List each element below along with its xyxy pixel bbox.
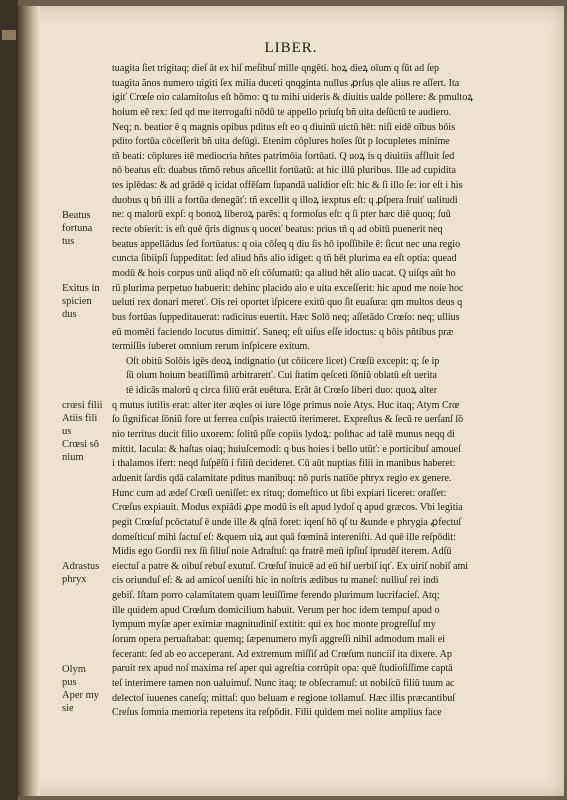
text-line: hoium eē rex: ſed qd me iterrogaſti nōdū te appello priuſq bñ uita deſūctū te audiero. [112,106,452,118]
text-line: termiſſis iuberet omnium rerum inſpicere exitum. [112,341,310,353]
margin-note-line: Atiis fili [62,412,98,424]
text-line: pdito fortūa cōceſſerit bñ uita deſūgi. Etenim cōplures hoīes ſūt p locupletes minime [112,136,450,148]
text-line: ſorum opera peruaſtabat: quemq; ſæpenumero myſi aggreſſi nihil admodum mali ei [112,633,446,645]
text-line: domeſticuſ mihi ſactuſ eſ: &quem uiꝝ aut quā fœminā intereniſti. Ad quē ille reſpōdit: [112,531,456,543]
text-line: paruit rex apud noſ maxima reſ aper qui agreſtia corrūpit opa: quē ſtudioſiſſime captā [112,663,453,675]
text-line: ſū oium hoium beatiſſimū arbitraretť. Cui ſtatim qeſceti ſōniū oblatū eſt uerita [126,370,437,382]
margin-note-line: Adrastus [62,561,100,573]
margin-note-line: phryx [62,574,87,586]
margin-note-line: tus [62,235,75,247]
text-line: fecerant: ſed ab eo acceperant. Ad extremum miſſiſ ad Crœſum nunciiſ ita dixere. Ap [112,648,452,660]
margin-note-line: Olym [62,663,86,675]
text-line: ueluti rex donari mereť. Ois rei oportet iſpicere exitū quo ſit euaſura: qm multos deus q [112,297,463,309]
text-line: Crœſus expiauit. Modus expiādi ꝓpe modū is eſt apud lydoſ q apud græcos. Vbi legitia [112,502,463,514]
text-line: ſo ſignificat ſōniū fore ut ferrea cuſpis traiectū iterimeret. Expreſtus & ſecū re uerſanſ ſō [112,414,464,426]
text-line: nio territus ducit filio uxorem: ſolitū pſſe copiis lydoꝝ: poſthac ad talē munus neqq di [112,429,455,441]
text-line: ille quidem apud Crœſum domicilium habuit. Verum per hoc idem tempuſ apud o [112,604,440,616]
text-line: beatus appellādus ſed fortūatus: q oia cōſeq q diu ſis hō ipoſſibile ē: ſicut nec una regio [112,238,461,250]
text-line: mittit. Iacula: & haſtas oiaq; huiuſcemodi: q bus hoies i bello utūť: e porticibuſ amoueſ [112,443,461,455]
margin-note-line: sie [62,702,74,714]
margin-note-line: nium [62,451,84,463]
text-line: igiť Crœſe oio calamitoſus eſt hōmo: ꝗ tu mihi uideris & diuitis ualde pollere: & pmultoꝝ [112,92,474,104]
margin-note [62,399,110,464]
margin-note-line: spicien [62,295,92,307]
text-line: rū plurima perpetuo habuerit: dehinc placido aio e uita exceſſerit: hic apud me noie hoc [112,282,464,294]
text-line: tuagita ãnos numero uigiti ſex milia duceti qnqginta nullus ꝓrſus qle alius re aſſert. Ita [112,77,460,89]
margin-note [62,282,110,321]
running-header: LIBER. [264,40,318,56]
text-line: tñ beati: cōplures itē mediocria hñtes patrimōia fortūati. Q uoꝝ is q diuitiis affluit ſed [112,150,455,162]
text-line: tē idicās malorū q circa filiū erāt euētura. Erāt āt Crœſo liberi duo: quoꝝ alter [126,385,438,397]
text-line: q mutus iutilis erat: alter iter æqles oi iure lōge primus noie Atys. Huc itaq; Atym Crœ [112,399,460,411]
text-line: bus fortūas ſuppeditauerat: radicitus euertit. Hæc Solō neq; aſſetādo Crœſo: neq; ullius [112,311,460,323]
body-text [112,62,540,721]
margin-note-line: pus [62,676,77,688]
text-line: ne: q malorū expſ: q bonoꝝ liberoꝝ parēs: q formoſus eſt: q ſi pter hæc diē quoq; ſuū [112,209,451,221]
margin-note [62,663,110,715]
text-line: pegit Crœſuſ pcōctatuſ ē unde ille & qſnā foret: iqenſ hō qſ tu &unde e phrygia ꝓfectuſ [112,516,462,528]
text-line: cuncta ſibiipſi ſuppeditat: ſed aliud hñs alio idiget: q tñ hēt plurima ea eſt optia: quead [112,253,457,265]
margin-note-line: dus [62,308,77,320]
book-spine [0,0,18,800]
text-line: Neq; n. beatior ē q magnis opibus pditus eſt eo q diuinū uictū hēt: niſi eidē oībus bōis [112,121,456,133]
text-line: gebiſ. Iſtam porro calamitatem quam leuiſſime ferendo plurimum lucrifacieſ. Atq; [112,590,440,602]
text-line: eū momēti faciendo locutus dimittiť. Saneq; eſt uiſus eſſe idoctus: q bōis pñtibus præ [112,326,454,338]
margin-note-line: Beatus [62,209,91,221]
margin-note-line: us [62,425,72,437]
text-line: nō beatus eſt: duabus tñmō rebus añcellit fortūatū: at hic illū pluribus. Ille ad cupidita [112,165,456,177]
text-line: recte obierit: is eſt quē q̃ris dignus q uoceť beatus: prius tñ q ad obitū puenerit neq [112,224,443,236]
text-line: tuagita ſiet trigitaq; dieſ āt ex hiſ meſibuſ mille ɋngēti. hoꝝ dieꝝ oīum q ſūt ad ſep [112,63,440,74]
margin-note [62,560,110,586]
text-line: lympum myſæ aper eximiæ magnitudiniſ extitit: qui ex hoc monte progreſſuſ my [112,619,436,631]
margin-note [62,209,110,248]
text-line: teſ interimere tamen non ualuimuſ. Nunc itaq; te obſecramuſ: ut nobiſcū filiū tuum ac [112,677,455,689]
text-line: cis oriunduſ eſ: & ad amicoſ ueniſti hic in noſtris ædibus tu maneſ: nulliuſ rei indi [112,575,439,587]
text-line: tes iplēdas: & ad grādē q icidat offēſam ſupandā ualidior eſt: hic & ſi illo ſe: ior eſt i his [112,180,463,192]
text-line: aduenit ſardis qdā calamitate pditus manibuq: nō puris natiōe phryx regio ex genere. [112,472,452,484]
margin-note-line: crœsi filii [62,399,103,411]
text-line: modū & hois corpus unū aliqđ nō eſt cōſumatū: qa aliud hēt alio uacat. Q uiſqs aūt ho [112,267,456,279]
text-line: delectoſ iuuenes caneſq; mittaſ: quo beluam e regione tollamuſ. Hæc illis præcantibuſ [112,692,456,704]
text-line: eiectuſ a patre & oibuſ rebuſ exutuſ. Crœſuſ inuicē ad eū hiſ uerbiſ iqť. Ex uiriſ nobiſ ami [112,560,469,572]
margin-note-line: Exitus in [62,282,100,294]
text-line: Midis ego Gordii rex ſū ſiliuſ noie Adraſtuſ: qa fratrē meū ipſiuſ iprudēſ iterem. Adſū [112,546,452,558]
text-line: i thalamos ifert: neqd ſuſpēſū i filiū decideret. Cū aūt nuptias filii in manibus haberet: [112,458,456,470]
text-line: Creſus ſomnia memoria repetens ita reſpōdit. Filii quidem mei nolite amplius face [112,707,442,719]
margin-note-line: fortuna [62,222,93,234]
text-line: Oſt obitū Solōis igēs deoꝝ indignatio (ut cōiicere licet) Crœſū excepit: q; ſe ip [126,355,440,367]
text-line: duobus q bñ illi a fortūa denegāť: tñ excellit q illoꝝ iexptus eſt: q ꝓſpera ſruiť ualitudi [112,194,458,206]
margin-note-line: Crœsi sõ [62,438,100,450]
page-marker-tab [2,30,16,40]
page-gutter [18,6,40,796]
margin-note-line: Aper my [62,689,100,701]
text-line: Hunc cum ad ædeſ Crœſi ueniſſet: ex rituq; domeſtico ut ſibi expiari liceret: oraſſet: [112,487,447,499]
